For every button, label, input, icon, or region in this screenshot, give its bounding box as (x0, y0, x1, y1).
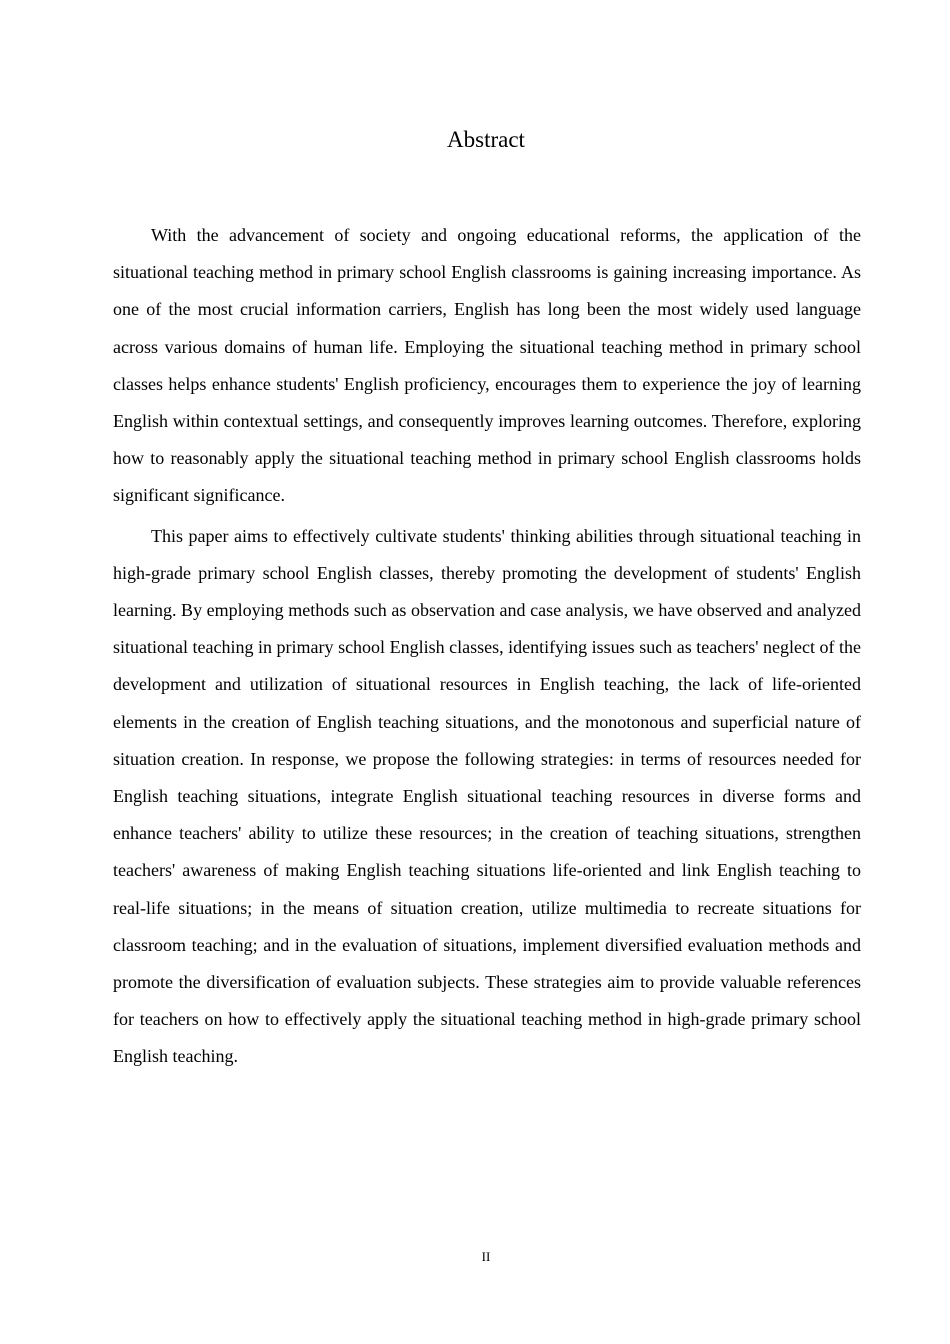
abstract-paragraph-2: This paper aims to effectively cultivate students' thinking abilities through situational teaching in high-grade primary school English classes, thereby promoting the development of students' English learning. By employing methods such as observation and case analysis, we have observed and analyzed situational teaching in primary school English classes, identifying issues such as teachers' neglect of the development and utilization of situational resources in English teaching, the lack of life-oriented elements in the creation of English teaching situations, and the monotonous and superficial nature of situation creation. In response, we propose the following strategies: in terms of resources needed for English teaching situations, integrate English situational teaching resources in diverse forms and enhance teachers' ability to utilize these resources; in the creation of teaching situations, strengthen teachers' awareness of making English teaching situations life-oriented and link English teaching to real-life situations; in the means of situation creation, utilize multimedia to recreate situations for classroom teaching; and in the evaluation of situations, implement diversified evaluation methods and promote the diversification of evaluation subjects. These strategies aim to provide valuable references for teachers on how to effectively apply the situational teaching method in high-grade primary school English teaching. (113, 525, 861, 1067)
abstract-body (113, 217, 861, 1076)
abstract-title: Abstract (447, 127, 525, 152)
abstract-paragraph-1: With the advancement of society and ongoing educational reforms, the application of the situational teaching method in primary school English classrooms is gaining increasing importance. As one of the most crucial information carriers, English has long been the most widely used language across various domains of human life. Employing the situational teaching method in primary school classes helps enhance students' English proficiency, encourages them to experience the joy of learning English within contextual settings, and consequently improves learning outcomes. Therefore, exploring how to reasonably apply the situational teaching method in primary school English classrooms holds significant significance. (113, 225, 861, 506)
page-number: II (481, 1249, 491, 1264)
